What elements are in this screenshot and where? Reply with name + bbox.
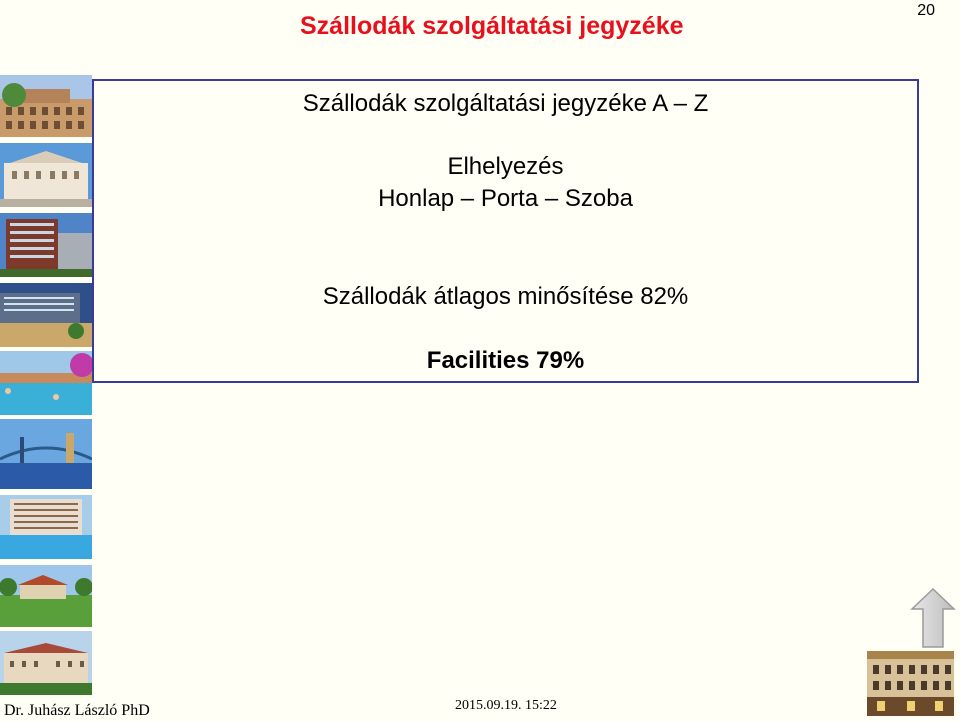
hotel-photo-2: [0, 143, 92, 207]
hotel-photo-9: [0, 631, 92, 695]
hotel-photo-6: [0, 419, 92, 489]
hotel-photo-1: [0, 75, 92, 137]
up-arrow-icon[interactable]: [910, 587, 956, 654]
content-line-accommodation: Elhelyezés: [447, 153, 564, 180]
page-number: 20: [917, 2, 935, 19]
content-line-services: Szállodák szolgáltatási jegyzéke A – Z: [302, 90, 709, 117]
content-box: [92, 79, 919, 383]
hotel-facade-image: [867, 651, 954, 716]
hotel-photo-4: [0, 283, 92, 347]
hotel-photo-5: [0, 351, 92, 415]
footer-date: 2015.09.19. 15:22: [455, 698, 557, 713]
footer-author: Dr. Juhász László PhD: [4, 702, 150, 719]
hotel-photo-7: [0, 495, 92, 559]
hotel-photo-3: [0, 213, 92, 277]
content-line-categories: Honlap – Porta – Szoba: [378, 185, 633, 212]
hotel-photo-8: [0, 565, 92, 627]
slide-title: Szállodák szolgáltatási jegyzéke: [300, 12, 684, 40]
content-line-average-rating: Szállodák átlagos minősítése 82%: [322, 283, 689, 310]
content-line-facilities: Facilities 79%: [426, 347, 585, 374]
